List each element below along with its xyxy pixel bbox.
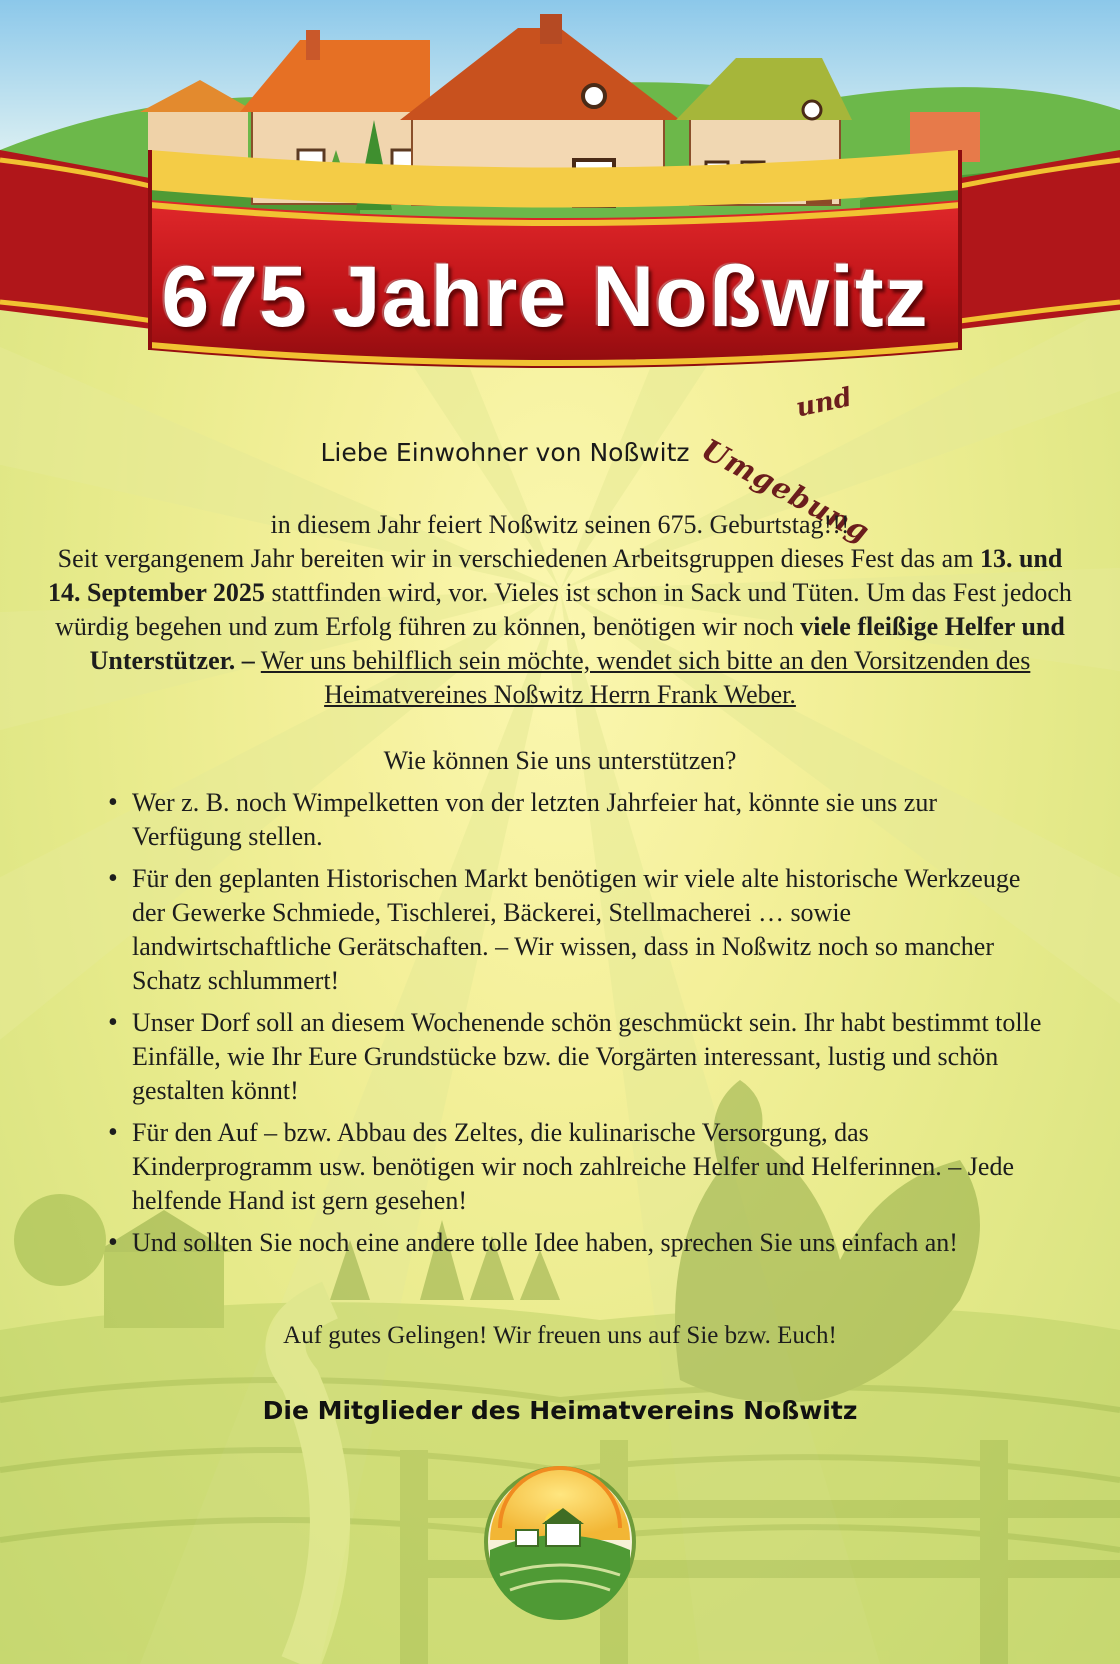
list-item: • Und sollten Sie noch eine andere tolle Idee haben, sprechen Sie uns einfach an!	[108, 1226, 1043, 1260]
banner-title: 675 Jahre Noßwitz	[161, 249, 929, 345]
support-question: Wie können Sie uns unterstützen?	[383, 746, 737, 775]
intro-part-a: Seit vergangenem Jahr bereiten wir in verschiedenen Arbeitsgruppen dieses Fest das am	[57, 544, 980, 573]
contact-note: Wer uns behilflich sein möchte, wendet sich bitte an den Vorsitzenden des Heimatvereines Noßwitz Herrn Frank Weber.	[260, 646, 1031, 709]
list-item: • Wer z. B. noch Wimpelketten von der letzten Jahrfeier hat, könnte sie uns zur Verfügung stellen.	[108, 786, 1043, 854]
greeting	[0, 438, 1120, 467]
list-item: • Für den Auf – bzw. Abbau des Zeltes, die kulinarische Versorgung, das Kinderprogramm usw. benötigen wir noch zahlreiche Helfer und Helferinnen. – Jede helfende Hand ist gern gesehen!	[108, 1116, 1043, 1218]
support-list	[108, 786, 1043, 1268]
list-item: • Für den geplanten Historischen Markt benötigen wir viele alte historische Werkzeuge der Gewerke Schmiede, Tischlerei, Bäckerei, Stellmacherei … sowie landwirtschaftliche Gerätschaften. – Wir wissen, dass in Noßwitz noch so mancher Schatz schlummert!	[108, 862, 1043, 998]
intro-part-b: stattfinden wird, vor. Vieles ist schon in Sack und Tüten. Um das Fest jedoch würdig begehen und zum Erfolg führen zu können, benötigen wir noch	[55, 578, 1072, 641]
signature: Die Mitglieder des Heimatvereins Noßwitz	[262, 1396, 858, 1425]
event-dates: 13. und 14. September 2025	[48, 544, 1063, 607]
heimatverein-logo	[486, 1468, 634, 1620]
closing-line: Auf gutes Gelingen! Wir freuen uns auf Sie bzw. Euch!	[283, 1322, 837, 1349]
greeting-addon-umgebung: Umgebung	[696, 432, 876, 550]
helpers-emphasis: viele fleißige Helfer und Unterstützer. –	[89, 612, 1065, 675]
list-item: • Unser Dorf soll an diesem Wochenende schön geschmückt sein. Ihr habt bestimmt tolle Einfälle, wie Ihr Eure Grundstücke bzw. die Vorgärten interessant, lustig und schön gestalten könnt!	[108, 1006, 1043, 1108]
intro-line-1: in diesem Jahr feiert Noßwitz seinen 675. Geburtstag!!!	[270, 510, 850, 539]
intro-paragraph	[48, 508, 1072, 712]
greeting-addon-und: und	[793, 382, 855, 424]
greeting-text: Liebe Einwohner von Noßwitz	[320, 438, 690, 467]
